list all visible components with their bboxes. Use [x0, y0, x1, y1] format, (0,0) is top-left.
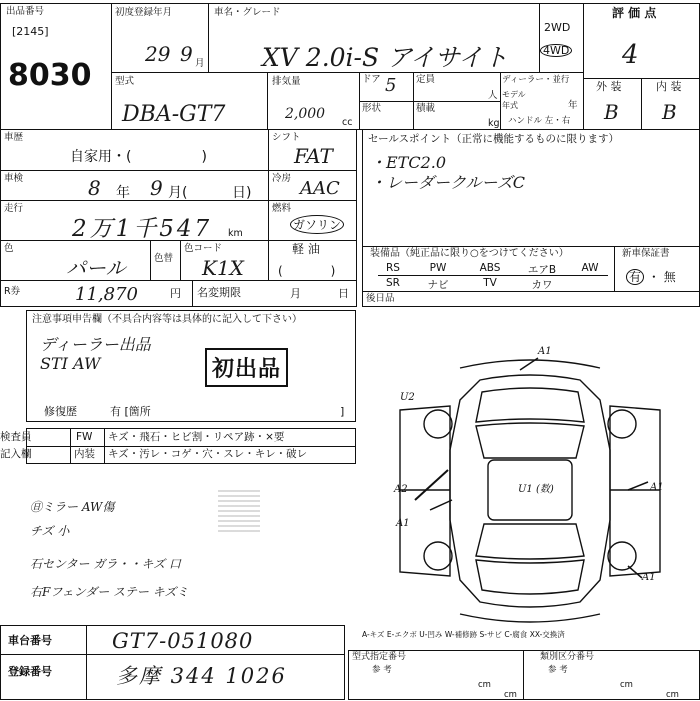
insp-day-unit: 日) [232, 185, 252, 201]
door-label: ドア [362, 74, 381, 85]
interior-label: 内 装 [656, 80, 682, 93]
warranty-no: 無 [663, 270, 676, 284]
type-spec-ref: 参 考 [372, 665, 392, 675]
notes-line2: STI AW [40, 354, 101, 373]
car-diagram [370, 340, 690, 630]
warranty-yes: 有 [626, 269, 644, 285]
equip-leather: カワ [531, 279, 553, 291]
warranty-label: 新車保証書 [622, 248, 670, 259]
repair-value: 有 [箇所 [110, 405, 151, 418]
chassis-label: 車台番号 [8, 634, 52, 647]
mark-a2: A2 [394, 484, 408, 495]
interior-value: B [662, 100, 677, 124]
person-unit: 人 [488, 90, 498, 101]
selling-label: セールスポイント（正常に機能するものに限ります） [368, 133, 620, 145]
mark-u1: U1 (数) [518, 484, 554, 495]
warranty-sep: ・ [647, 270, 660, 284]
car-name: XV 2.0i-S アイサイト [262, 43, 509, 72]
notes-label: 注意事項申告欄（不具合内容等は具体的に記入して下さい） [32, 314, 302, 325]
reg-year: 29 [145, 42, 171, 66]
color-replaced-label: 色替 [154, 253, 174, 264]
mileage-label: 走行 [4, 203, 24, 214]
first-listing-stamp: 初出品 [205, 348, 288, 387]
insp-month-unit: 月( [168, 185, 188, 201]
year-unit: 年 [568, 100, 578, 111]
drive-box [539, 3, 584, 73]
kg-unit: kg [488, 118, 500, 129]
insp-year: 8 [88, 176, 101, 200]
fuel-gas: ガソリン [290, 215, 344, 234]
category-label: 類別区分番号 [540, 652, 595, 662]
type-spec-label: 型式指定番号 [352, 652, 407, 662]
drive-4wd: 4WD [540, 44, 572, 57]
insp-note-2: チズ 小 [30, 524, 70, 538]
fuel-label: 燃料 [272, 203, 292, 214]
reg-label: 初度登録年月 [115, 7, 173, 18]
reg-limit-day: 日 [338, 287, 349, 300]
damage-legend: A-キズ E-エクボ U-凹み W-補修跡 S-サビ C-腐食 XX-交換済 [362, 630, 565, 639]
color-code-label: 色コード [184, 243, 223, 254]
repair-label: 修復歴 [44, 405, 77, 418]
handle-label: ハンドル 左・右 [508, 116, 571, 126]
cooler-value: AAC [300, 178, 340, 199]
plate-label: 登録番号 [8, 665, 52, 678]
dealer-label: ディーラー・並行 [502, 75, 570, 85]
type-spec-cm2: cm [504, 690, 517, 700]
insp-note-1: ㊐ミラー AW傷 [30, 500, 115, 514]
km-unit: km [228, 228, 243, 239]
recycle-value: 11,870 [75, 284, 138, 305]
category-cm1: cm [620, 680, 633, 690]
displacement-label: 排気量 [272, 76, 301, 87]
usage-value: 自家用・( ) [70, 149, 207, 165]
chassis-value: GT7-051080 [112, 629, 254, 653]
shift-value: FAT [294, 144, 333, 168]
category-ref: 参 考 [548, 665, 568, 675]
lot-label: 出品番号 [6, 6, 45, 17]
equip-aw: AW [581, 262, 599, 274]
lot-sub: [2145] [12, 25, 49, 38]
displacement-value: 2,000 [285, 106, 326, 122]
color-label: 色 [4, 243, 14, 254]
warranty-choice [626, 268, 676, 285]
shape-label: 形状 [362, 103, 382, 114]
reg-month-unit: 月 [195, 58, 205, 69]
category-cm2: cm [666, 690, 679, 700]
insp-note-3: 石センター ガラ・・キズ 口 [30, 557, 181, 571]
mark-a1-right: A1 [650, 482, 664, 493]
door-value: 5 [385, 75, 397, 96]
type-spec-cm1: cm [478, 680, 491, 690]
load-label: 積載 [416, 103, 436, 114]
recycle-label: R券 [4, 286, 21, 297]
inspector-fw: FW [76, 431, 93, 443]
model-value: DBA-GT7 [122, 102, 226, 127]
rear-label: 後日品 [366, 293, 395, 304]
equipment-label: 装備品（純正品に限り○をつけてください） [370, 248, 569, 259]
reg-limit-month: 月 [290, 287, 301, 300]
fuel-other: ( ) [278, 264, 336, 278]
inspector-row1: キズ・飛石・ヒビ割・リペア跡・×要 [108, 431, 285, 443]
inspector-label1: 検査員 [0, 431, 32, 443]
equip-airbag: エアB [527, 264, 557, 276]
reg-month: 9 [180, 42, 193, 66]
selling-line1: ・ETC2.0 [370, 153, 447, 172]
shift-label: シフト [272, 132, 301, 143]
insp-month: 9 [150, 176, 163, 200]
insp-note-4: 右Fフェンダー ステー キズミ [30, 585, 189, 599]
cooler-label: 冷房 [272, 173, 292, 184]
inspector-row2: キズ・汚レ・コゲ・穴・スレ・キレ・破レ [108, 448, 308, 460]
equip-sr: SR [386, 277, 400, 289]
exterior-value: B [604, 100, 619, 124]
selling-line2: ・レーダークルーズC [370, 173, 525, 192]
mark-a1-rear: A1 [642, 572, 656, 583]
mark-u2: U2 [400, 392, 415, 403]
reg-limit-label: 名変期限 [197, 286, 241, 299]
mileage-value: 2万1千547 [72, 216, 213, 242]
inspection-label: 車検 [4, 173, 24, 184]
drive-2wd: 2WD [544, 21, 571, 34]
color-value: パール [66, 256, 126, 280]
grade-value: 4 [622, 40, 639, 70]
usage-label: 車歴 [4, 132, 24, 143]
repair-close: ] [340, 405, 345, 418]
mark-a1-left: A1 [396, 518, 410, 529]
inspector-label2: 記入欄 [0, 448, 32, 460]
inspector-interior: 内装 [74, 448, 95, 460]
grade-vdivider [641, 78, 642, 130]
fuel-diesel: 軽 油 [292, 242, 320, 256]
notes-line1: ディーラー出品 [40, 335, 151, 354]
equip-tv: TV [483, 277, 497, 289]
model-label: 型式 [115, 76, 135, 87]
equip-pw: PW [429, 262, 447, 274]
equip-rs: RS [386, 262, 400, 274]
yen-unit: 円 [170, 287, 181, 300]
equip-navi: ナビ [427, 279, 449, 291]
equip-abs: ABS [479, 262, 501, 274]
insp-year-unit: 年 [116, 185, 130, 201]
rear-box [362, 291, 700, 307]
grade-label: 評 価 点 [612, 6, 657, 20]
lot-number: 8030 [8, 58, 92, 93]
car-name-label: 車名・グレード [214, 7, 281, 18]
plate-value: 多摩 344 1026 [116, 664, 287, 688]
capacity-label: 定員 [416, 74, 436, 85]
cc-unit: cc [342, 117, 353, 128]
color-code-value: K1X [202, 256, 244, 280]
scribble-mark [218, 490, 260, 532]
exterior-label: 外 装 [596, 80, 622, 93]
model-year-label: モデル年式 [502, 90, 526, 110]
mark-front: A1 [538, 346, 552, 357]
